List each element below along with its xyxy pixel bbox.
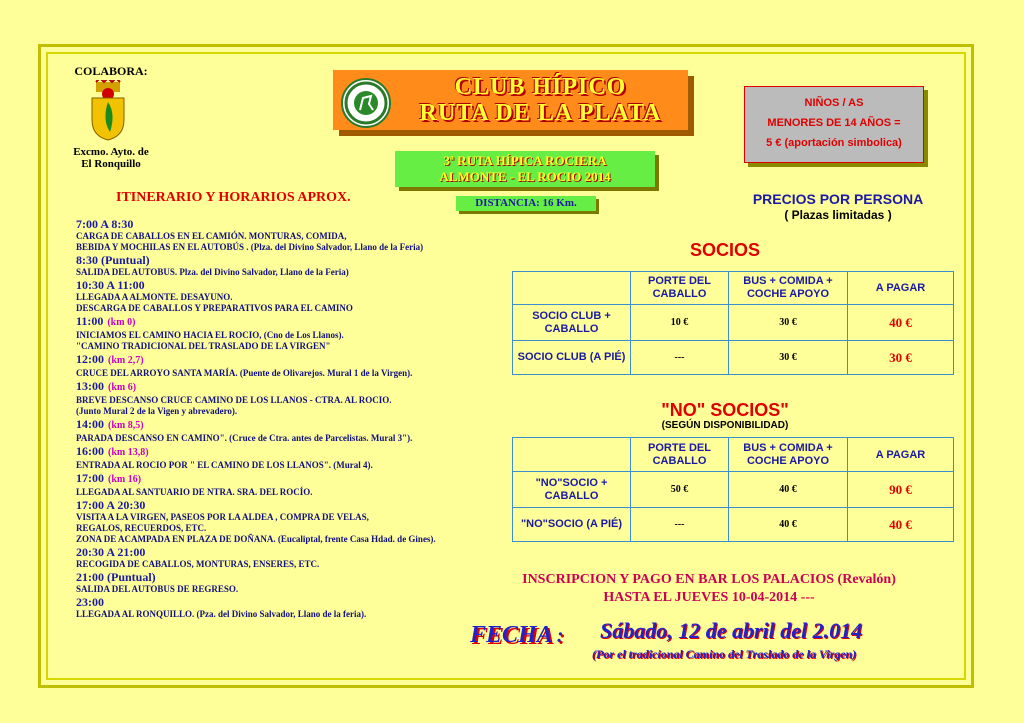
socios-row-1-bus: 30 € [729,305,848,341]
socios-table [512,271,954,375]
schedule-description: VISITA A LA VIRGEN, PASEOS POR LA ALDEA , COMPRA DE VELAS, [76,512,369,522]
schedule-km: (km 16) [108,474,142,485]
ruta-banner [395,151,655,187]
socios-row-2-bus: 30 € [729,341,848,375]
schedule-time-text: 10:30 A 11:00 [76,278,145,292]
schedule-time [76,314,536,330]
socios-row-1-porte: 10 € [631,305,729,341]
schedule-description: INICIAMOS EL CAMINO HACIA EL ROCIO, (Cno de Los Llanos). [76,330,344,340]
schedule-description: LLEGADA AL RONQUILLO. (Pza. del Divino Salvador, Llano de la feria). [76,609,367,619]
schedule-description: "CAMINO TRADICIONAL DEL TRASLADO DE LA VIRGEN" [76,341,331,351]
schedule-time-text: 12:00 [76,352,104,366]
club-logo-icon [341,78,391,128]
inscripcion-block [456,571,962,607]
schedule-km: (km 13,8) [108,447,149,458]
schedule-km: (km 6) [108,382,137,393]
coat-of-arms-icon [86,80,130,142]
schedule-description: CRUCE DEL ARROYO SANTA MARÍA. (Puente de Olivarejos. Mural 1 de la Virgen). [76,368,413,378]
schedule-description: LLEGADA AL SANTUARIO DE NTRA. SRA. DEL ROCÍO. [76,487,313,497]
socios-header-bus: BUS + COMIDA + COCHE APOYO [729,272,848,305]
schedule-km: (km 0) [107,317,136,328]
schedule-description: LLEGADA A ALMONTE. DESAYUNO. [76,292,233,302]
inscripcion-line-2: HASTA EL JUEVES 10-04-2014 --- [603,590,815,605]
no-socios-header-porte: PORTE DEL CABALLO [631,438,729,472]
schedule-time-text: 8:30 (Puntual) [76,253,150,267]
no-socios-title: "NO" SOCIOS" [661,400,789,420]
schedule-time [76,444,536,460]
ninos-line-3: 5 € (aportación simbolica) [766,137,902,149]
schedule-time [76,217,536,231]
precios-title: PRECIOS POR PERSONA [752,191,924,207]
socios-header-pagar: A PAGAR [848,272,954,305]
club-header [333,70,688,130]
no-socios-row-2-label: "NO"SOCIO (A PIÉ) [513,508,631,542]
club-title-line-1: CLUB HÍPICO [454,74,627,100]
schedule-km: (km 8,5) [108,420,144,431]
schedule-time-text: 16:00 [76,444,104,458]
schedule-time-text: 17:00 [76,471,104,485]
schedule-time [76,379,536,395]
schedule-time-text: 23:00 [76,595,104,609]
ayto-line-1: Excmo. Ayto. de [73,146,149,158]
schedule-description: DESCARGA DE CABALLOS Y PREPARATIVOS PARA EL CAMINO [76,303,353,313]
schedule-time-text: 13:00 [76,379,104,393]
ayuntamiento-label [56,146,166,170]
distancia-badge: DISTANCIA: 16 Km. [456,196,596,211]
socios-corner [513,272,631,305]
schedule-time [76,253,536,267]
ninos-line-1: NIÑOS / AS [804,97,864,109]
no-socios-corner [513,438,631,472]
ayto-line-2: El Ronquillo [81,158,141,170]
no-socios-row-1-pagar: 90 € [848,472,954,508]
socios-title: SOCIOS [689,240,760,260]
schedule-description: SALIDA DEL AUTOBUS. Plza. del Divino Salvador, Llano de la Feria) [76,267,349,277]
schedule-description: PARADA DESCANSO EN CAMINO". (Cruce de Ctra. antes de Parcelistas. Mural 3"). [76,433,413,443]
no-socios-row-1-porte: 50 € [631,472,729,508]
socios-row-2-pagar: 30 € [848,341,954,375]
no-socios-row-1-bus: 40 € [729,472,848,508]
inscripcion-line-1: INSCRIPCION Y PAGO EN BAR LOS PALACIOS (Revalón) [522,572,896,587]
no-socios-header-pagar: A PAGAR [848,438,954,472]
fecha-colon: : [556,625,564,647]
schedule-list [76,217,536,620]
ruta-line-1: 3ª RUTA HÍPICA ROCIERA [443,153,607,168]
schedule-time-text: 17:00 A 20:30 [76,498,146,512]
schedule-description: BEBIDA Y MOCHILAS EN EL AUTOBÚS . (Plza. del Divino Salvador, Llano de la Feria) [76,242,424,252]
schedule-description: REGALOS, RECUERDOS, ETC. [76,523,207,533]
itinerario-title: ITINERARIO Y HORARIOS APROX. [116,190,351,205]
schedule-description: BREVE DESCANSO CRUCE CAMINO DE LOS LLANOS - CTRA. AL ROCIO. [76,395,392,405]
no-socios-sub: (SEGÚN DISPONIBILIDAD) [661,420,789,431]
schedule-time-text: 7:00 A 8:30 [76,217,134,231]
schedule-km: (km 2,7) [108,355,144,366]
club-title-line-2: RUTA DE LA PLATA [419,100,662,126]
socios-row-1-pagar: 40 € [848,305,954,341]
colabora-label: COLABORA: [74,64,148,78]
ninos-line-2: MENORES DE 14 AÑOS = [767,117,901,129]
no-socios-row-2-porte: --- [631,508,729,542]
ninos-box [744,86,924,163]
schedule-time [76,278,536,292]
no-socios-row-2-pagar: 40 € [848,508,954,542]
socios-row-1-label: SOCIO CLUB + CABALLO [513,305,631,341]
schedule-time-text: 21:00 (Puntual) [76,570,156,584]
fecha-label [470,622,563,649]
no-socios-table [512,437,954,542]
schedule-description: CARGA DE CABALLOS EN EL CAMIÓN. MONTURAS, COMIDA, [76,231,347,241]
schedule-description: ENTRADA AL ROCIO POR " EL CAMINO DE LOS LLANOS". (Mural 4). [76,460,373,470]
schedule-time [76,417,536,433]
socios-row-2-porte: --- [631,341,729,375]
schedule-description: ZONA DE ACAMPADA EN PLAZA DE DOÑANA. (Eucaliptal, frente Casa Hdad. de Gines). [76,534,436,544]
no-socios-row-2-bus: 40 € [729,508,848,542]
schedule-time [76,498,536,512]
fecha-label-text: FECHA [470,622,553,648]
socios-header-porte: PORTE DEL CABALLO [631,272,729,305]
precios-heading [738,191,938,223]
no-socios-row-1-label: "NO"SOCIO + CABALLO [513,472,631,508]
fecha-note: (Por el tradicional Camino del Traslado de la Virgen) [592,647,857,661]
schedule-description: RECOGIDA DE CABALLOS, MONTURAS, ENSERES, ETC. [76,559,320,569]
precios-sub: ( Plazas limitadas ) [784,208,892,222]
schedule-description: SALIDA DEL AUTOBUS DE REGRESO. [76,584,239,594]
schedule-time-text: 20:30 A 21:00 [76,545,146,559]
socios-row-2-label: SOCIO CLUB (A PIÉ) [513,341,631,375]
fecha-date: Sábado, 12 de abril del 2.014 [600,618,863,643]
schedule-time-text: 11:00 [76,314,104,328]
schedule-time [76,352,536,368]
ruta-line-2: ALMONTE - EL ROCIO 2014 [439,169,611,184]
schedule-time [76,471,536,487]
schedule-description: (Junto Mural 2 de la Vigen y abrevadero). [76,406,238,416]
schedule-time-text: 14:00 [76,417,104,431]
no-socios-header-bus: BUS + COMIDA + COCHE APOYO [729,438,848,472]
schedule-time [76,545,536,559]
